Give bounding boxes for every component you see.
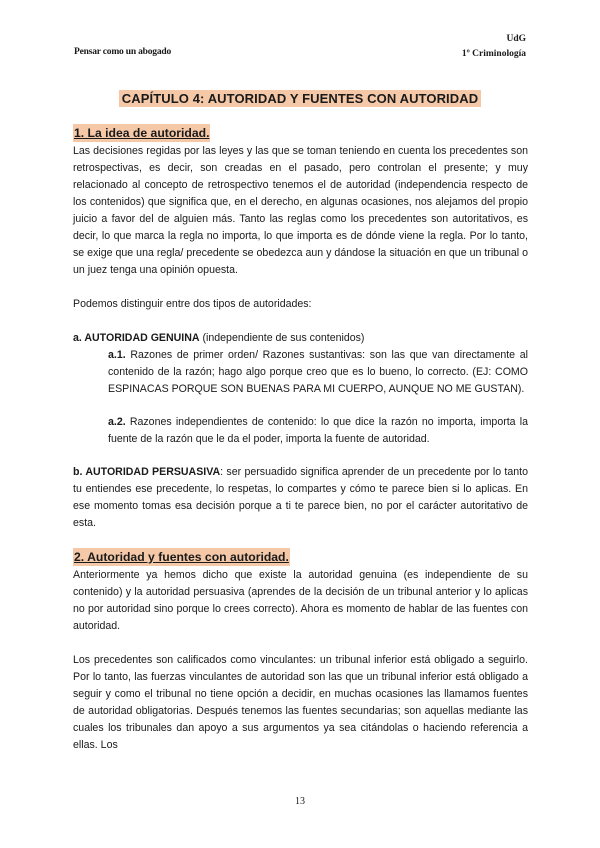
persuasive-authority-label: b. AUTORIDAD PERSUASIVA	[73, 466, 221, 478]
chapter-title: CAPÍTULO 4: AUTORIDAD Y FUENTES CON AUTORIDAD	[119, 90, 481, 107]
paragraph-authority-idea: Las decisiones regidas por las leyes y las que se toman teniendo en cuenta los precedentes son retrospectivas, es decir, son creadas en el pasado, pero controlan el presente; y muy relacionado al concepto de retrospectivo tenemos el de autoridad (independencia respecto de los contenidos) que significa que, en el derecho, en algunas ocasiones, nos alejamos del propio juicio a favor del de alguien más. Tanto las reglas como los precedentes son autoritativos, es decir, lo que marca la regla no importa, lo que importa es de dónde viene la regla. Por lo tanto, se exige que una regla/ precedente se obedezca aun y dándose la situación en que un tribunal o un juez tenga una opinión opuesta.	[73, 145, 528, 276]
genuine-authority-label: a. AUTORIDAD GENUINA	[73, 332, 200, 344]
header-course-title: Pensar como un abogado	[74, 47, 172, 57]
list-item-a1	[108, 347, 528, 398]
header-degree: 1º Criminología	[461, 49, 526, 59]
a1-text: Razones de primer orden/ Razones sustantivas: son las que van directamente al contenido de la razón; hago algo porque creo que es lo bueno, lo correcto. (EJ: COMO ESPINACAS PORQUE SON BUENAS PARA MI CUERPO, AUNQUE NO ME GUSTAN).	[108, 349, 528, 395]
list-item-a2	[108, 414, 528, 448]
header-right	[462, 32, 526, 62]
page-number: 13	[295, 796, 305, 807]
a2-label: a.2.	[108, 416, 126, 428]
genuine-authority-text: (independiente de sus contenidos)	[199, 332, 365, 344]
list-item-persuasive-authority	[73, 464, 528, 532]
persuasive-authority-text: : ser persuadido significa aprender de un precedente por lo tanto tu entiendes ese precedente, lo respetas, lo compartes y cómo te parece bien si lo aplicas. En ese momento tomas esa decisión porque a ti te parece bien, no por el carácter autoritativo de esta.	[73, 466, 528, 529]
paragraph-binding-precedents: Los precedentes son calificados como vinculantes: un tribunal inferior está obligado a seguirlo. Por lo tanto, las fuerzas vinculantes de autoridad son las que un tribunal inferior está obligado a seguir y como el tribunal no tiene opción a decidir, en muchas ocasiones las llamamos fuentes de autoridad obligatorias. Después tenemos las fuentes secundarias; son aquellas mediante las cuales los tribunales dan apoyo a sus argumentos ya sea citándolas o haciendo referencia a ellas. Los	[73, 654, 528, 751]
chapter-title-wrap	[0, 90, 600, 108]
section-heading-2: 2. Autoridad y fuentes con autoridad.	[74, 550, 289, 564]
a2-text: Razones independientes de contenido: lo que dice la razón no importa, importa la fuente de la razón que le da el poder, importa la fuente de autoridad.	[108, 416, 528, 445]
list-item-genuine-authority	[73, 330, 528, 347]
paragraph-authority-sources: Anteriormente ya hemos dicho que existe la autoridad genuina (es independiente de su contenido) y la autoridad persuasiva (aprendes de la decisión de un tribunal anterior y lo aplicas no por autoridad sino porque lo crees correcto). Ahora es momento de hablar de las fuentes con autoridad.	[73, 569, 528, 632]
a1-label: a.1.	[108, 349, 126, 361]
header-university: UdG	[506, 34, 526, 44]
document-body	[73, 124, 528, 754]
section-heading-1: 1. La idea de autoridad.	[74, 126, 210, 140]
paragraph-authority-types-intro: Podemos distinguir entre dos tipos de autoridades:	[73, 298, 312, 310]
